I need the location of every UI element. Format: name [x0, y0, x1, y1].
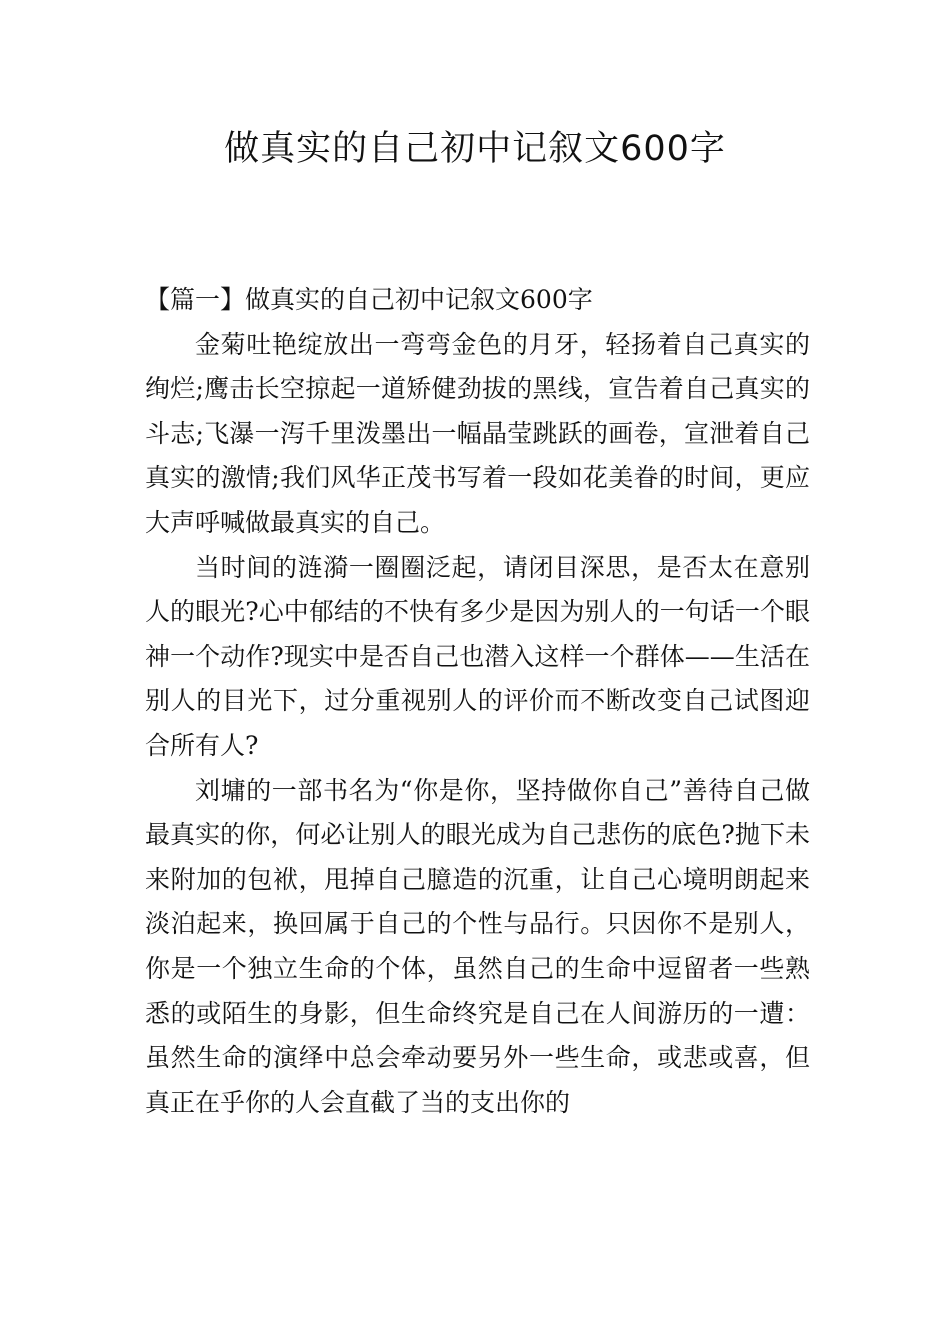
document-body — [145, 278, 810, 1125]
paragraph-2: 当时间的涟漪一圈圈泛起，请闭目深思，是否太在意别人的眼光?心中郁结的不快有多少是因为别人的一句话一个眼神一个动作?现实中是否自己也潜入这样一个群体——生活在别人的目光下，过分重视别人的评价而不断改变自己试图迎合所有人? — [145, 552, 810, 760]
paragraph-3: 刘墉的一部书名为“你是你，坚持做你自己”善待自己做最真实的你，何必让别人的眼光成为自己悲伤的底色?抛下未来附加的包袱，甩掉自己臆造的沉重，让自己心境明朗起来淡泊起来，换回属于自己的个性与品行。只因你不是别人，你是一个独立生命的个体，虽然自己的生命中逗留者一些熟悉的或陌生的身影，但生命终究是自己在人间游历的一遭：虽然生命的演绎中总会牵动要另外一些生命，或悲或喜，但真正在乎你的人会直截了当的支出你的 — [145, 775, 810, 1117]
paragraph-1: 金菊吐艳绽放出一弯弯金色的月牙，轻扬着自己真实的绚烂;鹰击长空掠起一道矫健劲拔的黑线，宣告着自己真实的斗志;飞瀑一泻千里泼墨出一幅晶莹跳跃的画卷，宣泄着自己真实的激情;我们风华正茂书写着一段如花美眷的时间，更应大声呼喊做最真实的自己。 — [145, 329, 810, 537]
document-title: 做真实的自己初中记叙文600字 — [224, 129, 726, 169]
section-heading: 【篇一】做真实的自己初中记叙文600字 — [145, 285, 593, 314]
